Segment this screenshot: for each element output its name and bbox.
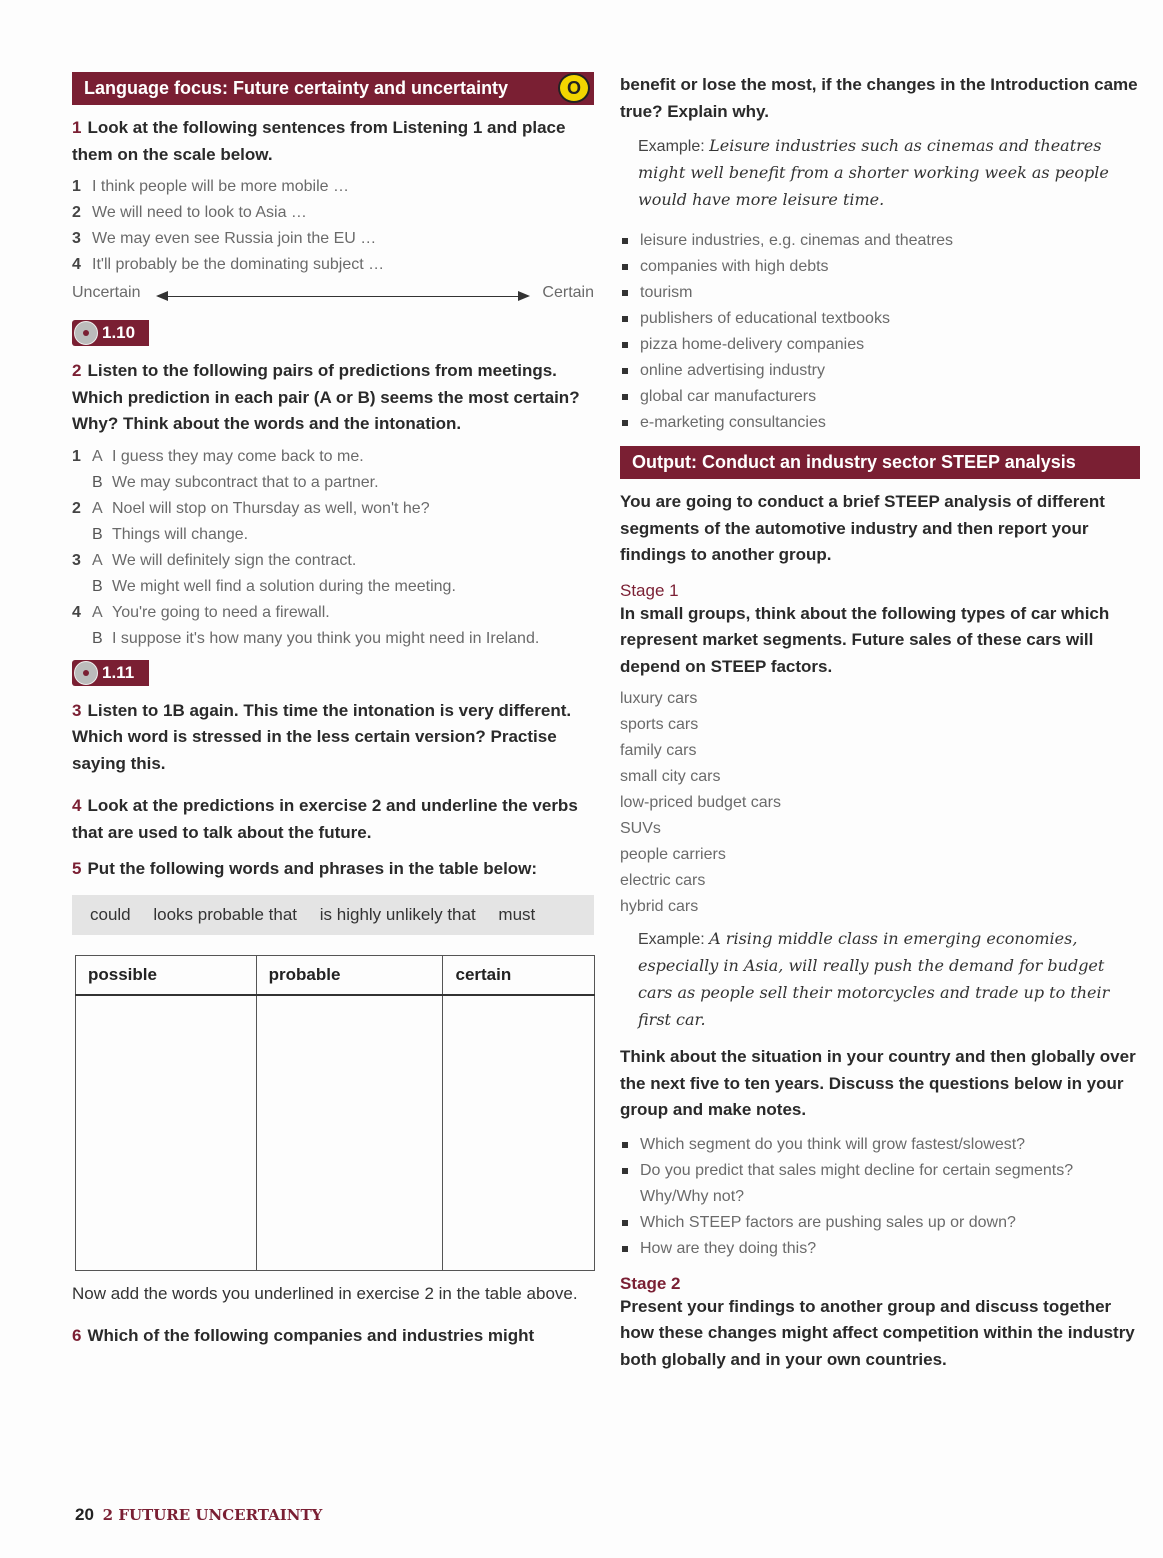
audio-track-1-11[interactable] [72, 660, 594, 686]
track-number: 1.10 [102, 323, 136, 342]
table-header-row [76, 955, 595, 995]
track-number: 1.11 [102, 662, 135, 682]
pair-b [72, 574, 594, 600]
language-focus-heading [72, 72, 594, 105]
language-focus-title: Language focus: Future certainty and uncertainty [84, 78, 509, 98]
header-certain: certain [443, 955, 595, 995]
list-item: low-priced budget cars [620, 794, 781, 811]
output-heading [620, 446, 1140, 479]
header-possible: possible [76, 955, 257, 995]
certainty-scale [72, 284, 594, 310]
output-title: Output: Conduct an industry sector STEEP analysis [632, 452, 1076, 472]
audio-badge[interactable] [72, 320, 149, 346]
exercise-3-instruction [72, 698, 594, 778]
example-label: Example: [638, 138, 705, 155]
audio-track-1-10[interactable] [72, 320, 594, 346]
list-item: global car manufacturers [620, 384, 1140, 410]
pair-a [72, 600, 594, 626]
cd-icon [74, 661, 98, 685]
option-text: You're going to need a firewall. [112, 603, 330, 621]
car-segments-list [620, 686, 1140, 920]
option-letter: A [92, 551, 103, 569]
think-instruction: Think about the situation in your country and then globally over the next five to ten years. Discuss the questions below in your group and make notes. [620, 1047, 1136, 1119]
page-footer [75, 1505, 322, 1525]
list-item: electric cars [620, 872, 706, 889]
item-text: It'll probably be the dominating subject … [92, 256, 385, 273]
option-text: I guess they may come back to me. [112, 447, 364, 465]
exercise-number: 1 [72, 118, 82, 137]
example-2 [620, 926, 1140, 1034]
arrow-right-icon [518, 291, 530, 301]
exercise-text: Put the following words and phrases in the table below: [87, 859, 538, 878]
exercise-text: Look at the following sentences from Listening 1 and place them on the scale below. [72, 118, 566, 164]
exercise-number: 5 [72, 859, 82, 878]
exercise-number: 3 [72, 700, 82, 720]
left-column [72, 72, 594, 1350]
option-text: We may subcontract that to a partner. [112, 473, 379, 491]
exercise-text: Look at the predictions in exercise 2 and underline the verbs that are used to talk about the future. [72, 796, 578, 842]
exercise-4-instruction [72, 793, 594, 846]
stage-2-label: Stage 2 [620, 1273, 681, 1293]
list-item: small city cars [620, 768, 721, 785]
list-item: Do you predict that sales might decline for certain segments? Why/Why not? [620, 1158, 1140, 1210]
option-text: Noel will stop on Thursday as well, won't he? [112, 499, 430, 517]
exercise-6-instruction [72, 1323, 594, 1350]
list-item: Which segment do you think will grow fastest/slowest? [620, 1132, 1140, 1158]
scale-label-uncertain: Uncertain [72, 284, 141, 301]
pair-b [72, 522, 594, 548]
exercise-6-continued: benefit or lose the most, if the changes in the Introduction came true? Explain why. [620, 75, 1138, 121]
option-letter: B [92, 577, 103, 595]
pair-a [72, 548, 594, 574]
pair-a [72, 496, 594, 522]
pair-a [72, 444, 594, 470]
exercise-text: Listen to the following pairs of predictions from meetings. Which prediction in each pair (A or B) seems the most certain? Why? Think about the words and the intonation. [72, 361, 580, 433]
list-item [72, 252, 594, 278]
output-intro: You are going to conduct a brief STEEP analysis of different segments of the automotive industry and then report your findings to another group. [620, 492, 1105, 564]
option-text: We will definitely sign the contract. [112, 551, 357, 569]
list-item: online advertising industry [620, 358, 1140, 384]
exercise-number: 6 [72, 1326, 82, 1345]
option-text: We might well find a solution during the meeting. [112, 577, 456, 595]
list-item: Which STEEP factors are pushing sales up or down? [620, 1210, 1140, 1236]
audio-badge[interactable] [72, 660, 149, 686]
cell-certain[interactable] [443, 995, 595, 1270]
word-box [72, 895, 594, 935]
list-item [72, 174, 594, 200]
exercise-text: Which of the following companies and industries might [87, 1326, 535, 1345]
option-text: Things will change. [112, 525, 249, 543]
item-number: 1 [72, 178, 81, 195]
option-letter: A [92, 447, 103, 465]
section-title: 2 FUTURE UNCERTAINTY [102, 1506, 323, 1524]
word-item: is highly unlikely that [319, 904, 476, 924]
word-item: looks probable that [153, 904, 298, 924]
target-disc-icon: O [558, 73, 590, 103]
exercise-2-pairs [72, 444, 594, 652]
pair-b [72, 626, 594, 652]
cell-probable[interactable] [256, 995, 443, 1270]
list-item: e-marketing consultancies [620, 410, 1140, 436]
stage-2-text: Present your findings to another group and discuss together how these changes might affect competition within the industry both globally and in your own countries. [620, 1296, 1135, 1369]
word-item: could [90, 904, 131, 924]
item-text: We may even see Russia join the EU … [92, 230, 377, 247]
example-handwriting: Leisure industries such as cinemas and theatres might well benefit from a shorter working week as people would have more leisure time. [638, 136, 1109, 209]
list-item: pizza home-delivery companies [620, 332, 1140, 358]
list-item: sports cars [620, 716, 699, 733]
list-item: leisure industries, e.g. cinemas and theatres [620, 228, 1140, 254]
list-item [72, 200, 594, 226]
industries-list [620, 228, 1140, 436]
example-handwriting: A rising middle class in emerging economies, especially in Asia, will really push the demand for budget cars as people sell their motorcycles and trade up to their first car. [638, 929, 1110, 1029]
after-table-instruction: Now add the words you underlined in exercise 2 in the table above. [72, 1283, 578, 1303]
list-item: hybrid cars [620, 898, 699, 915]
item-number: 1 [72, 447, 81, 465]
list-item: family cars [620, 742, 697, 759]
table-row [76, 995, 595, 1270]
item-number: 4 [72, 256, 81, 273]
scale-label-certain: Certain [542, 284, 594, 301]
exercise-number: 4 [72, 796, 82, 815]
exercise-5-instruction [72, 856, 594, 883]
option-text: I suppose it's how many you think you might need in Ireland. [112, 629, 540, 647]
pair-b [72, 470, 594, 496]
option-letter: A [92, 499, 103, 517]
item-number: 3 [72, 551, 81, 569]
item-number: 2 [72, 204, 81, 221]
cell-possible[interactable] [76, 995, 257, 1270]
example-label: Example: [638, 931, 705, 948]
list-item [72, 226, 594, 252]
list-item: How are they doing this? [620, 1236, 1140, 1262]
item-number: 3 [72, 230, 81, 247]
exercise-1-list [72, 174, 594, 278]
right-column [620, 72, 1140, 1373]
discussion-questions [620, 1132, 1140, 1262]
cd-icon [74, 321, 98, 345]
exercise-1-instruction [72, 115, 594, 168]
exercise-number: 2 [72, 361, 82, 380]
option-letter: A [92, 603, 103, 621]
exercise-2-instruction [72, 358, 594, 438]
exercise-text: Listen to 1B again. This time the intonation is very different. Which word is stressed in the less certain version? Practise saying this. [72, 700, 572, 773]
item-text: We will need to look to Asia … [92, 204, 307, 221]
item-text: I think people will be more mobile … [92, 178, 350, 195]
stage-1-text: In small groups, think about the following types of car which represent market segments. Future sales of these cars will depend on STEEP factors. [620, 603, 1110, 676]
option-letter: B [92, 473, 103, 491]
list-item: publishers of educational textbooks [620, 306, 1140, 332]
header-probable: probable [256, 955, 443, 995]
option-letter: B [92, 525, 103, 543]
stage-1-label: Stage 1 [620, 580, 679, 600]
list-item: tourism [620, 280, 1140, 306]
list-item: companies with high debts [620, 254, 1140, 280]
word-item: must [498, 904, 536, 924]
list-item: luxury cars [620, 690, 698, 707]
classification-table [75, 955, 595, 1271]
list-item: people carriers [620, 846, 726, 863]
page-number: 20 [75, 1505, 94, 1524]
option-letter: B [92, 629, 103, 647]
example-1 [620, 133, 1140, 214]
item-number: 2 [72, 499, 81, 517]
list-item: SUVs [620, 820, 661, 837]
scale-line [158, 296, 528, 297]
item-number: 4 [72, 603, 81, 621]
